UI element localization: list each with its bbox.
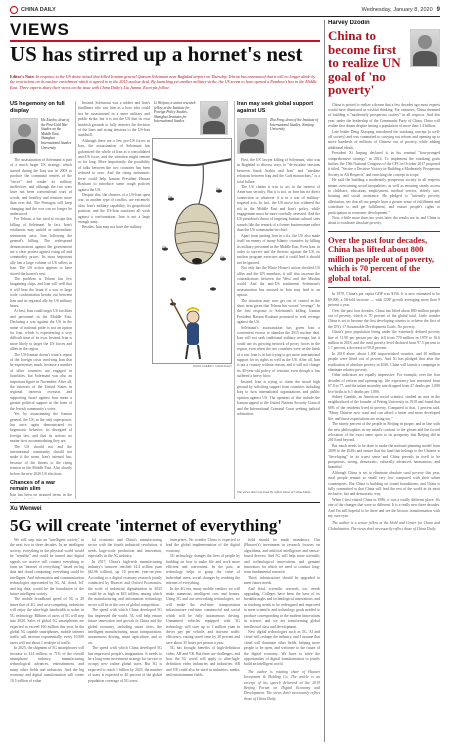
section-divider bbox=[10, 502, 320, 503]
col4-body bbox=[237, 158, 320, 418]
paragraph: He said the building a moderately prosperous society in all respects meant overcoming social inequalities, as well as ensuring steady access to childcare, education, employment, medical service, elderly care, housing and social assistance. He pledged to "intensify poverty alleviation, see that all our people have a greater sense of fulfillment and contribute to and get fulfillment, and ensure people's rights to participation in economic development." bbox=[328, 178, 440, 215]
paragraph: China's poor population living under the extremely defined poverty line of 11.90 per person per day fell from 770 million in 1978 to 16.6 million in 2018, and the rural poverty level declined from 97.5 percent to 1.7 percent, a decrease of 95.8 percent. bbox=[328, 330, 440, 351]
paragraph: Besides, Iran may not have the military bbox=[82, 225, 142, 230]
paragraph: China is poised to realize a dream that a few decades ago most experts would have dismissed as wishful thinking. For centuries, China dreamed of building a "moderately prosperous society" in all respects. And this year, under the leadership of the Communist Party of China, China will realize that dream despite having a population of more than 1.4 billion. bbox=[328, 102, 440, 129]
paragraph: The situation may now get out of control in the short term given that Tehran has vowed "revenge". In the first response to Soleimani's killing, Iranian President Hassan Rouhani promised to seek revenge against the US. bbox=[237, 298, 320, 325]
bottom-col-1 bbox=[10, 538, 84, 742]
paragraph: The US-Iranian doesn't want a repeat of the foreign crisis involving Iran that he experiences much, because a number of other countries are engaged in hostilities, but Soleimani was also an important figure in November. After all, the interests of the United States in regional interests overseas and supporting Israel against Iran mean a greater political support in the form of the Jewish community's votes. bbox=[10, 352, 72, 411]
paragraph: First, the US' lawyer killing of Soleimani, who was in Baghdad to discuss ways to "de-escalate tensions between Saudi Arabia and Iran" and "mediate relations between Iraq and the Gulf monarchies," is a total failure. bbox=[237, 158, 320, 184]
paragraph: Sidney Gamble, an American social scientist, studied an area in the neighborhood of the founder of Peking University in 1918 and found that 60% of the residents lived in poverty. Compared to that, 1 percent said, "Many Chinese now want and can afford a better and more developed life, and those expectations are rising too." bbox=[328, 395, 440, 421]
paragraph: For Tehran, it has tried to escape this killing of Soleimani. In fact, Iran's retaliation may unfold as nationalistic sentiments arise. Iran following the general's killing. The widespread demonstrations against the government are a clear protest against rising oil and commodity prices. Its most important ally has a large volume of US sellers in Iran. The US action appears to have stirred the hornet's nest. bbox=[10, 217, 72, 276]
paragraph: Soleimani's assassination has given Iran a convenient excuse to abandon the 2015 nuclear deal. Iran will not seek traditional military revenge, but it could use its growing network of proxy forces in the region, even when the two countries were on the brink of a war. Iran is in fact trying to get more international support for its rights as well as the US. After all, Iran is not a country without reason, and it will not change its 40-year-old policy of restraint even though it has suffered a heavy blow. bbox=[237, 325, 320, 379]
paragraph: The US claims it was to act in the interest of American security. But it is not, as Iran has no direct connection or whatever it is in a war of military-targeted acts. In fact, the US move has widened the rift in the Middle East and Iran's policy, while engagement must be more carefully assessed. And the US president's threat of targeting Iranian cultural sites sounds like the remark of a former businessman rather than the US commander-in-chief. bbox=[237, 185, 320, 233]
paragraph: Not only has the White House's action shocked US allies and the UN members, it will also increase the contradictions between the West and the Muslim world. And the anti-US sentiments Soleimani's assassination has aroused in Iran may lead to an uproar. bbox=[237, 266, 320, 298]
paragraph: The ninety percent of the people in Beijing in proper, and in line with the new philosophies in my mind's contrast to the gloom and the forced relocation of the exact same spots to its prosperity that Beijing did in 2010 and beyond. bbox=[328, 422, 440, 443]
china-daily-seal-icon bbox=[10, 6, 18, 14]
author-photo-li-weijian bbox=[200, 101, 228, 135]
paragraph: Now, a little more than two years later, the results are in, and China is about to eradicate absolute poverty. bbox=[328, 216, 440, 226]
top-headline: US has stirred up a hornet's nest bbox=[10, 42, 303, 66]
paragraph: The speed with which China developed 5G has impressed people's imagination. It needs to be a long-term investment strategy for service to occupy new online global users. But 5G is expected to reach 1 billion by 2025, the number of users is expected to 40 percent of the global population coverage of 5G users. bbox=[88, 646, 162, 683]
pullquote-rule bbox=[328, 231, 440, 232]
paragraph: Instead, Iran is trying to claim the moral high ground by soliciting support from countries including Iraq to turn international organizations and public opinion against US. The opinions of this include the Iranian appeal to the United Nations Security Council and the International Criminal Court seeking judicial arbitration. bbox=[237, 379, 320, 417]
col1-subhead-2: Chances of a war remain slim bbox=[10, 479, 56, 493]
paragraph: The problem is Tehran has few bargaining chips, and Iran will well that it will bear the brunt if a war or large scale confrontation breaks out between Iran and its regional ally by US military bases. bbox=[10, 276, 72, 308]
bottom-col-4 bbox=[244, 538, 320, 742]
bottom-col-2 bbox=[88, 538, 162, 742]
col1-subhead: US hegemony on full display bbox=[10, 101, 65, 114]
page-number: 9 bbox=[436, 7, 440, 13]
col2-body bbox=[78, 101, 150, 231]
masthead-rule bbox=[10, 16, 440, 17]
author-photo-zhu-feng bbox=[237, 118, 267, 154]
masthead bbox=[10, 4, 440, 16]
paragraph: We will step into an "intelligent society" in the next two to three decades. In an intelligent society, everything in the physical world would be "sensible" and could be turned into digital signals we receive will connect everything to form an "internet of everything," based on big data and cloud computing, everything could be intelligent. And information and communication technologies represented by 5G, AI, cloud, IoT and big data, would be the foundation of the future intelligent society. bbox=[10, 538, 84, 597]
issue-date: Wednesday, January 8, 2020 bbox=[361, 7, 433, 13]
paragraph: Apart from putting Iran in a fix, the US also made itself an enemy of many Islamic countries by killing its military personnel in the Middle East. Even Iran, in order to survive and the rhetoric against the US, its nuclear program exercises and it could lead it should not be ignored. bbox=[237, 233, 320, 265]
right-column bbox=[328, 20, 440, 742]
logo-text: CHINA DAILY bbox=[21, 7, 56, 13]
col1-tail: Iran has been on strained terms in the bbox=[10, 492, 72, 497]
paragraph: In the 4G era, many mobile vendors we will make numerous intelligent cars and homes. Using 5G and our networking technologies, we will make the real-time transportation infrastructure real-time commercial and social which will be fully autonomous driving. Unmanned vehicles equipped with 5G technology will save up to 1 million yuan in driver pay per vehicle, and increase traffic efficiency, cutting travel time by 20 percent and save about 35 hours per person a year. bbox=[166, 586, 240, 645]
bottom-col-3 bbox=[166, 538, 240, 742]
paragraph: The assassination of Soleimani is part of a much larger US strategy, which started during the Iraq war in 2003 to produce the command centers of the "terror" and render its military ineffective, and although the two wars have not been conventional wars of words, and hostility and tensions more than ever did. The Pentagon will keep changing and the war can no longer be understood. bbox=[10, 158, 72, 217]
section-title: VIEWS bbox=[10, 20, 70, 39]
paragraph: field should be made mandatory. Our (Huawei's) investment in research focuses on algorithms, and artificial intelligence and sensor-based devices. And 5G will help more scientific and technological innovations and genuine innovators for which we need to conduct long-term fundamental research. bbox=[244, 538, 320, 575]
paragraph: At best, Iran could target US facilities and personnel in the Middle East. Declaring a war against the US in the name of national pride is not an option for Iran, which is experiencing a very difficult time of its own. Instead, Iran is more likely to target the US forces and allies in the region. bbox=[10, 309, 72, 352]
paragraph: Other indicators are equally impressive. For example, over the four decades of reform and opening-up, life expectancy has increased from 67.8 to 77, and the infant mortality rate dropped from 47 deaths per 1,000 live births to 6.1 deaths per 1,000. bbox=[328, 373, 440, 394]
col3-author-caption: Zhu Feng, dean of the Institute of International Studies, Nanjing University bbox=[270, 118, 319, 132]
column-divider bbox=[75, 101, 76, 499]
col3-subhead: Iran may seek global support against US bbox=[237, 101, 314, 114]
paragraph: The US should not and the international community should not make it the norm. Iran's internal law, because of the threats to the rising tension in the Middle East. Also shortly before the new 2020 US elections. bbox=[10, 444, 72, 476]
paragraph: ful economic and China's manufacturing sector with the fourth industrial revolution, it needs large-scale production and innovation, especially in the 5G industry. bbox=[88, 538, 162, 559]
paragraph: 5G technology changes the lives of people by building on how to make life and work more efficient and convenient. In the past, as technology helps to grasp the value of individual users, social changes by reaching the internet of everything. bbox=[166, 554, 240, 586]
top-col-2 bbox=[78, 101, 150, 499]
views-disclaimer: The views don't necessarily reflect those of China Daily. bbox=[237, 490, 312, 494]
right-author-name: Harvey Dzodin bbox=[328, 20, 370, 26]
pullquote: Over the past four decades, China has lifted about 800 million people out of poverty, which is 70 percent of the global total. bbox=[328, 234, 435, 283]
paragraph: The mobile broadband speed of 5G is 20 times that of 4G, and cost-competing, industries will enjoy the ultra-high bandwidth to usher in 5G technology. Billions of users of 5G will step into 2020. Sales of global 5G smartphones are expected to exceed 160 million this year. In the global 5G capable smartphones, mobile internet traffic will increase exponentially, every 10,000 users will use about 1 terabyte of traffic. bbox=[10, 597, 84, 645]
paragraph: Despite this, the chances of a US-Iran open war, or another type of conflict, are extremely slim. Iran's military capability, its geopolitical position, and the US-Iran sanctions all work against a confrontation. Iran is not a large enough army. bbox=[78, 192, 150, 224]
paragraph: In 2018 alone, about 1,400 impoverished counties, and 10 million people were lifted out of poverty. And Xi has pledged that after the eradication of absolute poverty in 2020, China will launch a campaign to eliminate relative poverty. bbox=[328, 351, 440, 373]
masthead-logo bbox=[10, 6, 56, 14]
editors-note-text: In response to the US drone attack that killed Iranian general Qassem Soleimani near Baghdad airport on Thursday, Tehran has announced that it will no longer abide by the restrictions on its nuclear enrichment which it agreed to in the 2015 nuclear deal. By launching yet another military strike, the US seems to have opened a Pandora's box in the Middle East. Three experts share their views on the issue with China Daily's Liu Jianna. Excerpts follow: bbox=[10, 74, 317, 90]
bottom-headline: 5G will create 'internet of everything' bbox=[10, 516, 283, 535]
editorial-cartoon bbox=[152, 138, 232, 364]
bottom-author-bio: The author is rotating chair of Huawei Investment & Holding Co. The article is an excerpt of his speech delivered at the 2019 Beijing Forum on Digital Economy and Development. The views don't necessarily reflect those of China Daily. bbox=[244, 669, 320, 701]
right-body-2 bbox=[328, 292, 440, 532]
paragraph: Although there are a few pro-US forces in Iran, the assassination of Soleimani has galvanized the whole of Iran as a consolidated anti-US force, and the situation might remain so for long. More importantly, the possibility of talks between the two countries has been reduced to zero. And the rising antisemitic fever could help Iranian President Hassan Rouhani to introduce some tough policies against the US. bbox=[78, 138, 150, 192]
paragraph: President Xi Jinping declared it in his seminal "four-pronged comprehensive strategy" in 2014. To implement the xiaokang goals further, the 19th National Congress of the CPC in October 2017 proposed it titled, "Secure a Decisive Victory in Building a Moderately Prosperous Society in All Respects" and enriching the concept in scope. bbox=[328, 151, 440, 177]
column-divider bbox=[234, 101, 235, 499]
paragraph: New digital technologies such as 5G, AI and cloud will reshape the industry, and I assume that cloud will dominate other fields, helping more people to be open, and welcome to the future of the digital economy. We have to seize the opportunities of digital transformation to jointly build an intelligent world. bbox=[244, 629, 320, 667]
col1-author-caption: Hu Xiaobo, dean of the Post-Cold War Studies on the Middle East, Shanghai International Studies University bbox=[41, 118, 72, 150]
col1-body bbox=[10, 158, 72, 477]
paragraph: Third, infrastructure should be upgraded to meet future needs. bbox=[244, 575, 320, 586]
right-headline: China to become first to realize UN goal of 'no poverty' bbox=[328, 28, 401, 97]
paragraph: Instead, Soleimani was a soldier and Iran's hardliners who saw him as a hero who could not be assassinated in a mere military and public strike, but it is not the US that its own hawkish grounds to fully answers the decision of the lines and rising tensions to the US-Iran standstill. bbox=[78, 101, 150, 138]
top-col-1 bbox=[10, 101, 72, 499]
hornet-cartoon-illustration bbox=[153, 139, 232, 364]
paragraph: In 2025, the shipment of 5G smartphones will increase to 414 million, or 71% of the overall smartphone industry, manufacturing technological advances, entertainment, and many other fields and industries. And the big economy and digital transformation will create 10.5 trillion of value. bbox=[10, 646, 84, 683]
top-col-4 bbox=[237, 101, 320, 499]
paragraph: And third, scientific research, too, needs upgrading. Colleges have been the base of its breakthroughs and technological innovations, and in teaching needs to be redesigned and improved to meet scientific and technology goals needed to produce corresponding to the modern innovations in science, and we are transforming global intellectual class and development. bbox=[244, 586, 320, 629]
paragraph: In 2017, China's high-tech manufacturing industry's turnover reached 14.4 trillion yuan ($2.06 trillion), up 10 percent year-on-year. According to a digital economy research jointly conducted by Huawei and Oxford Economics, the scale of industrial digitalization in 2025 could be as high as $23 trillion, among which the manufacturing and information technology sector will be at the core of global competition. bbox=[88, 559, 162, 607]
paragraph: The speed with which China developed 5G has impressed the world. 5G will help ensure future innovation and growth in China and the global economy, including smart cities, the intelligent manufacturing, smart transportation, autonomous driving, smart agriculture, and so on. bbox=[88, 608, 162, 645]
paragraph: Late leader Deng Xiaoping introduced the xiaokang concept (a well-off society) and was committed to carrying out reform and opening up to move hundreds of millions of Chinese out of poverty, while adding additional ideals. bbox=[328, 129, 440, 150]
editors-note-label: Editor's Note: bbox=[10, 74, 35, 79]
author-photo-hu-xiaobo bbox=[10, 118, 38, 154]
pullquote-rule bbox=[328, 287, 440, 288]
bottom-byline: Xu Wenwei bbox=[10, 506, 42, 512]
paragraph: When I first visited China in 1986, it was a totally different place. It's one of the changes that were so different. It is a really new three decades. And I'm still hopeful to be there and see the historic transformation with my own eyes. bbox=[328, 497, 440, 518]
paragraph: enterprises. No wonder China is expected to lead the global implementation of the digital economy. bbox=[166, 538, 240, 553]
paragraph: Although China is set to eliminate absolute rural poverty this year, rural people remain so small very low compared with their urban counterparts. But China is building on sound foundations, and China is fully committed to that China will lead the rest of the world in its most inclusive, fair and democratic way. bbox=[328, 470, 440, 497]
paragraph: 5G has brought benefits of high-definition video, AR and VR. But there are challenges, and how the 5G world will apply to ultra-high-definition video industries and industries. AR and VR could also be used in industries, media, and entertainment fields. bbox=[166, 646, 240, 678]
author-photo-harvey-dzodin bbox=[410, 29, 440, 67]
right-author-bio: The author is a senior fellow at the Hold and Center for China and Globalization. The views don't necessarily reflect those of China Daily. bbox=[328, 521, 440, 531]
col2-author-caption: Li Weijian, a senior research fellow at the Institute for Foreign Policy Studies, Shanghai Institutes for International Studies bbox=[154, 101, 196, 124]
paragraph: Over the past four decades, China has lifted about 800 million people out of poverty, which is 70 percent of the global total. Little wonder China is set to become the first developing country to achieve the first of the UN's 17 Sustainable Development Goals. No poverty. bbox=[328, 308, 440, 329]
paragraph: In 1979, China's per capita GDP was $156. It is now estimated to be $9,000, a 58-fold increase — with GDP growth averaging more than 9 percent a year. bbox=[328, 292, 440, 308]
editors-note bbox=[10, 74, 320, 90]
right-column-divider bbox=[324, 20, 325, 742]
cartoon-credit: DONG XUEBIN / CHINA DAILY bbox=[192, 364, 232, 368]
paragraph: But much needs to be done to make the national planning model from 2008 to the 2020s and ensure that the land that belongs to the Chinese is "developing" in its truest sense and China prevails in itself to be prosperous, strong, democratic, culturally advanced, harmonious, and beautiful. bbox=[328, 443, 440, 470]
paragraph: Yet, by assassinating the Iranian general, the US, as the only superpower, has once again demonstrated its hegemonic behavior, its disregard of foreign law, and that its actions no matter how accommodating they are. bbox=[10, 412, 72, 444]
right-body bbox=[328, 103, 440, 227]
